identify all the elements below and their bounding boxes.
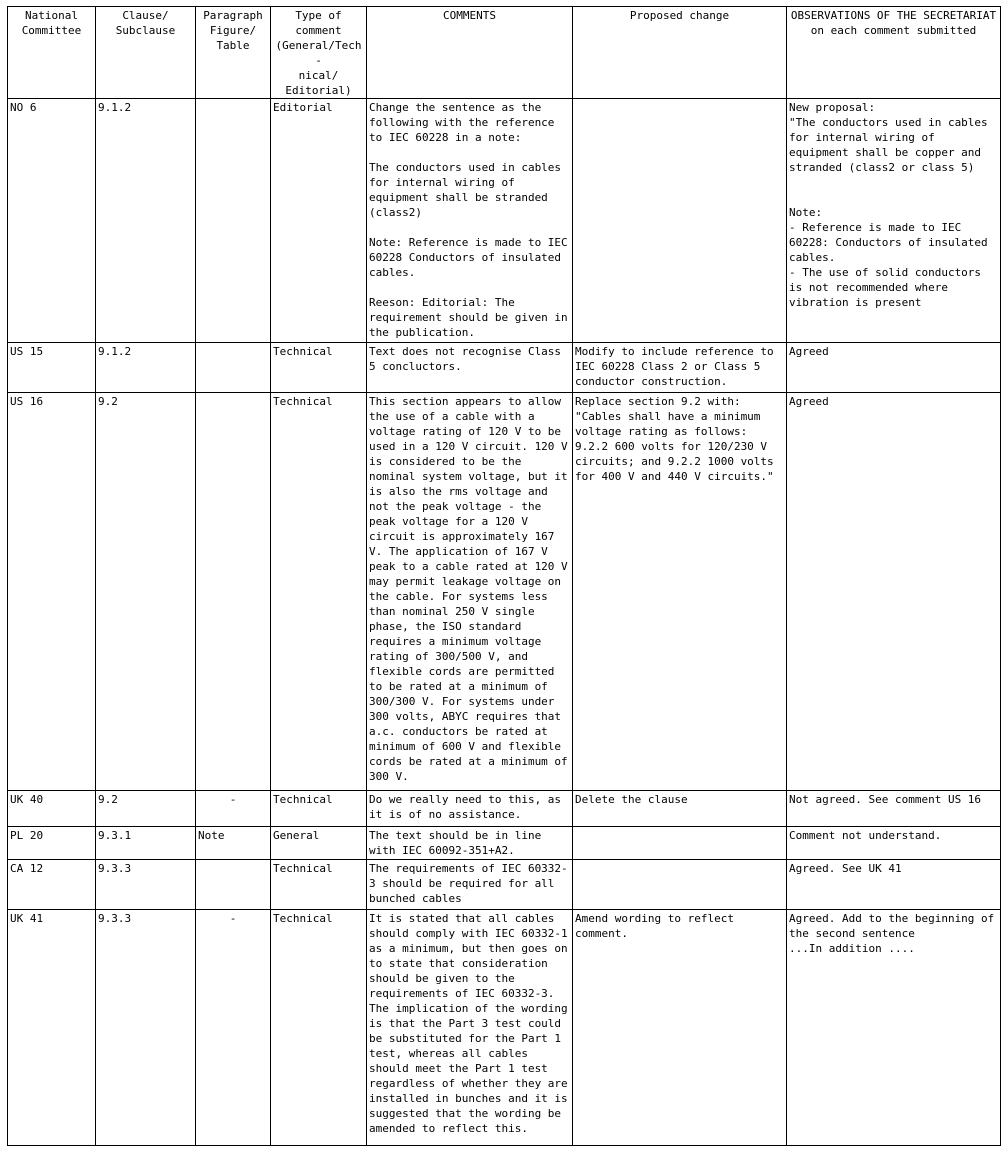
cell-clause: 9.3.3: [96, 910, 196, 1146]
header-row: [8, 7, 1001, 99]
table-row: [8, 860, 1001, 910]
cell-type: Technical: [271, 393, 367, 791]
cell-proposed: [573, 860, 787, 910]
cell-observations: Agreed: [787, 393, 1001, 791]
table-row: [8, 393, 1001, 791]
cell-observations: Agreed. See UK 41: [787, 860, 1001, 910]
cell-nc: PL 20: [8, 827, 96, 860]
cell-clause: 9.3.1: [96, 827, 196, 860]
cell-type: Technical: [271, 910, 367, 1146]
cell-type: General: [271, 827, 367, 860]
cell-proposed: [573, 827, 787, 860]
header-type: Type of comment (General/Tech- nical/ Editorial): [271, 7, 367, 99]
cell-proposed: Delete the clause: [573, 791, 787, 827]
table-row: [8, 343, 1001, 393]
cell-proposed: [573, 99, 787, 343]
comments-table: [7, 6, 1001, 1146]
cell-para: Note: [196, 827, 271, 860]
cell-para: [196, 860, 271, 910]
cell-proposed: Amend wording to reflect comment.: [573, 910, 787, 1146]
cell-type: Technical: [271, 860, 367, 910]
cell-para: [196, 343, 271, 393]
cell-para: -: [196, 910, 271, 1146]
cell-clause: 9.1.2: [96, 343, 196, 393]
cell-comments: Change the sentence as the following with the reference to IEC 60228 in a note: The conductors used in cables for internal wiring of equipment shall be stranded (class2) Note: Reference is made to IEC 60228 Conductors of insulated cables. Reeson: Editorial: The requirement should be given in the publication.: [367, 99, 573, 343]
cell-nc: UK 40: [8, 791, 96, 827]
cell-clause: 9.2: [96, 791, 196, 827]
cell-comments: The text should be in line with IEC 60092-351+A2.: [367, 827, 573, 860]
cell-type: Technical: [271, 343, 367, 393]
cell-comments: Do we really need to this, as it is of no assistance.: [367, 791, 573, 827]
header-clause: Clause/ Subclause: [96, 7, 196, 99]
cell-type: Editorial: [271, 99, 367, 343]
header-proposed-change: Proposed change: [573, 7, 787, 99]
cell-nc: US 16: [8, 393, 96, 791]
table-row: [8, 99, 1001, 343]
cell-type: Technical: [271, 791, 367, 827]
cell-clause: 9.2: [96, 393, 196, 791]
header-comments: COMMENTS: [367, 7, 573, 99]
cell-clause: 9.1.2: [96, 99, 196, 343]
cell-nc: CA 12: [8, 860, 96, 910]
cell-nc: UK 41: [8, 910, 96, 1146]
cell-observations: Comment not understand.: [787, 827, 1001, 860]
table-row: [8, 827, 1001, 860]
header-observations: OBSERVATIONS OF THE SECRETARIAT on each comment submitted: [787, 7, 1001, 99]
table-row: [8, 910, 1001, 1146]
cell-observations: Not agreed. See comment US 16: [787, 791, 1001, 827]
cell-comments: This section appears to allow the use of a cable with a voltage rating of 120 V to be used in a 120 V circuit. 120 V is considered to be the nominal system voltage, but it is also the rms voltage and not the peak voltage - the peak voltage for a 120 V circuit is approximately 167 V. The application of 167 V peak to a cable rated at 120 V may permit leakage voltage on the cable. For systems less than nominal 250 V single phase, the ISO standard requires a minimum voltage rating of 300/500 V, and flexible cords are permitted to be rated at a minimum of 300/300 V. For systems under 300 volts, ABYC requires that a.c. conductors be rated at minimum of 600 V and flexible cords be rated at a minimum of 300 V.: [367, 393, 573, 791]
cell-comments: Text does not recognise Class 5 concluctors.: [367, 343, 573, 393]
cell-clause: 9.3.3: [96, 860, 196, 910]
cell-nc: NO 6: [8, 99, 96, 343]
header-paragraph: Paragraph Figure/ Table: [196, 7, 271, 99]
cell-para: [196, 393, 271, 791]
cell-comments: The requirements of IEC 60332-3 should be required for all bunched cables: [367, 860, 573, 910]
cell-proposed: Modify to include reference to IEC 60228 Class 2 or Class 5 conductor construction.: [573, 343, 787, 393]
cell-comments: It is stated that all cables should comply with IEC 60332-1 as a minimum, but then goes on to state that consideration should be given to the requirements of IEC 60332-3. The implication of the wording is that the Part 3 test could be substituted for the Part 1 test, whereas all cables should meet the Part 1 test regardless of whether they are installed in bunches and it is suggested that the wording be amended to reflect this.: [367, 910, 573, 1146]
cell-observations: Agreed. Add to the beginning of the second sentence ...In addition ....: [787, 910, 1001, 1146]
cell-observations: New proposal: "The conductors used in cables for internal wiring of equipment shall be copper and stranded (class2 or class 5) Note: - Reference is made to IEC 60228: Conductors of insulated cables. - The use of solid conductors is not recommended where vibration is present: [787, 99, 1001, 343]
cell-proposed: Replace section 9.2 with: "Cables shall have a minimum voltage rating as follows: 9.2.2 600 volts for 120/230 V circuits; and 9.2.2 1000 volts for 400 V and 440 V circuits.": [573, 393, 787, 791]
cell-para: -: [196, 791, 271, 827]
cell-observations: Agreed: [787, 343, 1001, 393]
table-row: [8, 791, 1001, 827]
header-national-committee: National Committee: [8, 7, 96, 99]
cell-nc: US 15: [8, 343, 96, 393]
cell-para: [196, 99, 271, 343]
